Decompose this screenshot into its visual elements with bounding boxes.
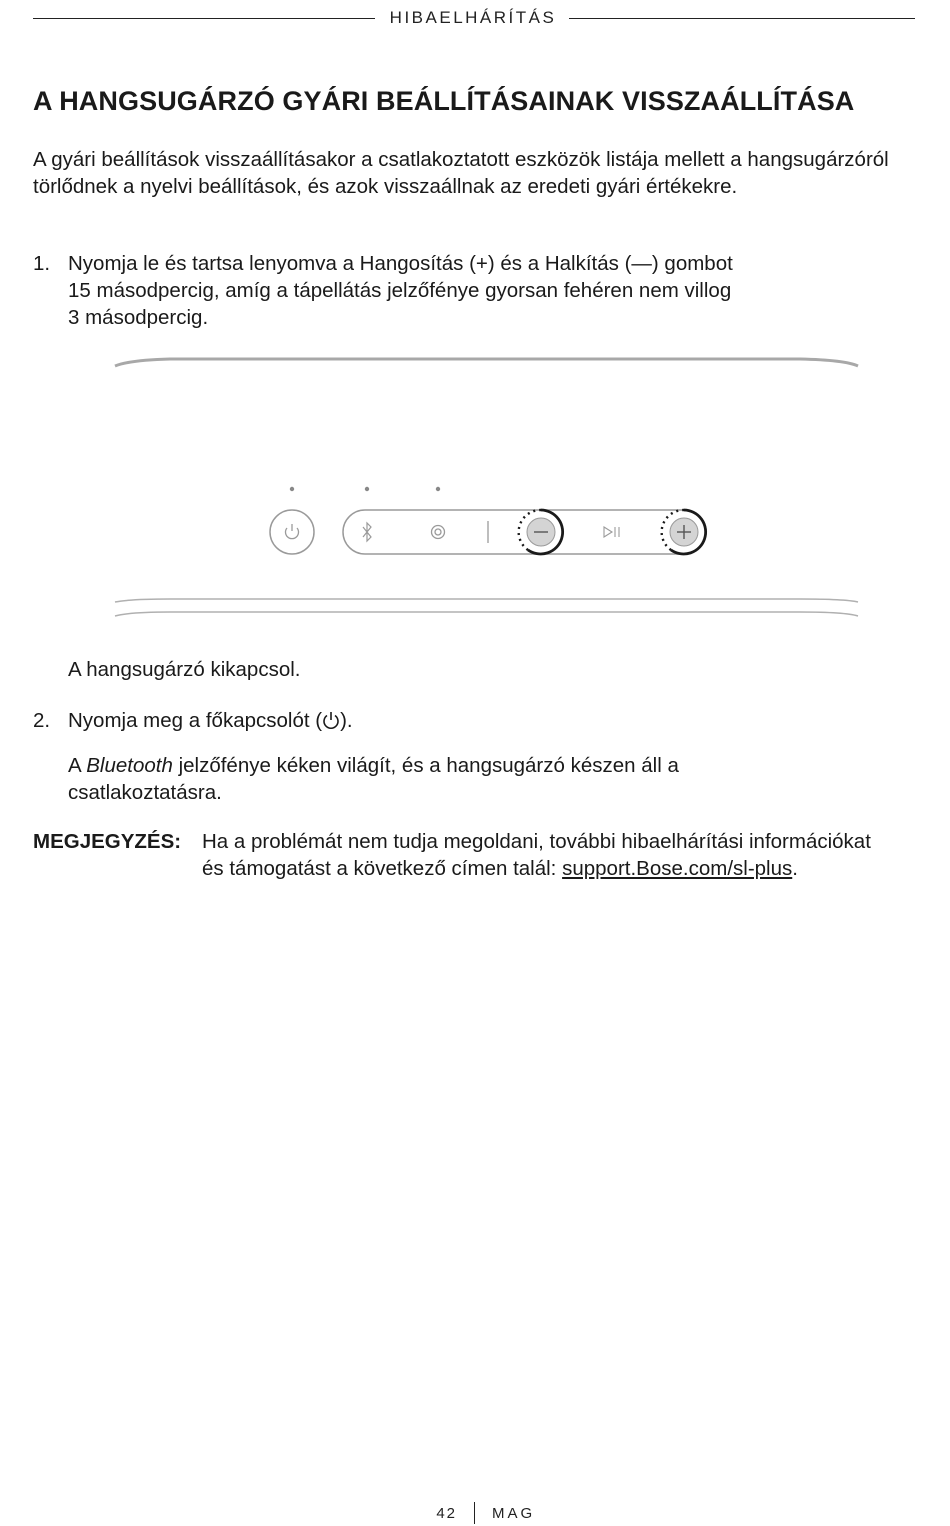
page-number: 42 [436,1505,457,1522]
step-1-line-1: Nyomja le és tartsa lenyomva a Hangosítás (+) és a Halkítás (—) gombot [68,252,733,275]
header-rule-left [33,18,375,19]
page-header [33,6,915,32]
step-2-text-before: Nyomja meg a főkapcsolót ( [68,709,323,732]
step-2-text-after: ). [340,709,353,732]
footer-divider [474,1502,475,1524]
step-1-result: A hangsugárzó kikapcsol. [68,658,301,681]
step-2-result-rest: jelzőfénye kéken világít, és a hangsugárzó készen áll a csatlakoztatásra. [68,754,679,804]
step-2-text [68,707,828,734]
header-rule-right [569,18,915,19]
step-2-result-prefix: A [68,754,87,777]
step-1-number: 1. [33,252,51,275]
note-end: . [792,857,798,880]
intro-paragraph: A gyári beállítások visszaállításakor a csatlakoztatott eszközök listája mellett a hangsugárzóról törlődnek a nyelvi beállítások, és azok visszaállnak az eredeti gyári értékekre. [33,148,889,198]
step-1-line-3: 3 másodpercig. [68,306,209,329]
section-title: HIBAELHÁRÍTÁS [389,8,557,27]
step-1-line-2: 15 másodpercig, amíg a tápellátás jelzőfénye gyorsan fehéren nem villog [68,279,732,302]
power-button-illustration [270,510,314,554]
note-body: Ha a problémát nem tudja megoldani, további hibaelhárítási információkat és támogatást a következő címen talál: [202,830,871,880]
step-2-result [68,752,828,806]
note-label: MEGJEGYZÉS: [33,830,182,853]
bluetooth-term: Bluetooth [86,754,173,777]
note-text [202,828,882,882]
speaker-button-illustration [110,350,862,625]
page-footer [0,1502,950,1526]
step-2-number: 2. [33,709,51,732]
step-1-text [68,250,828,331]
page-title: A HANGSUGÁRZÓ GYÁRI BEÁLLÍTÁSAINAK VISSZAÁLLÍTÁSA [33,86,855,116]
footer-label: MAG [492,1505,536,1522]
support-link[interactable]: support.Bose.com/sl-plus [562,857,793,880]
power-icon [322,710,340,730]
